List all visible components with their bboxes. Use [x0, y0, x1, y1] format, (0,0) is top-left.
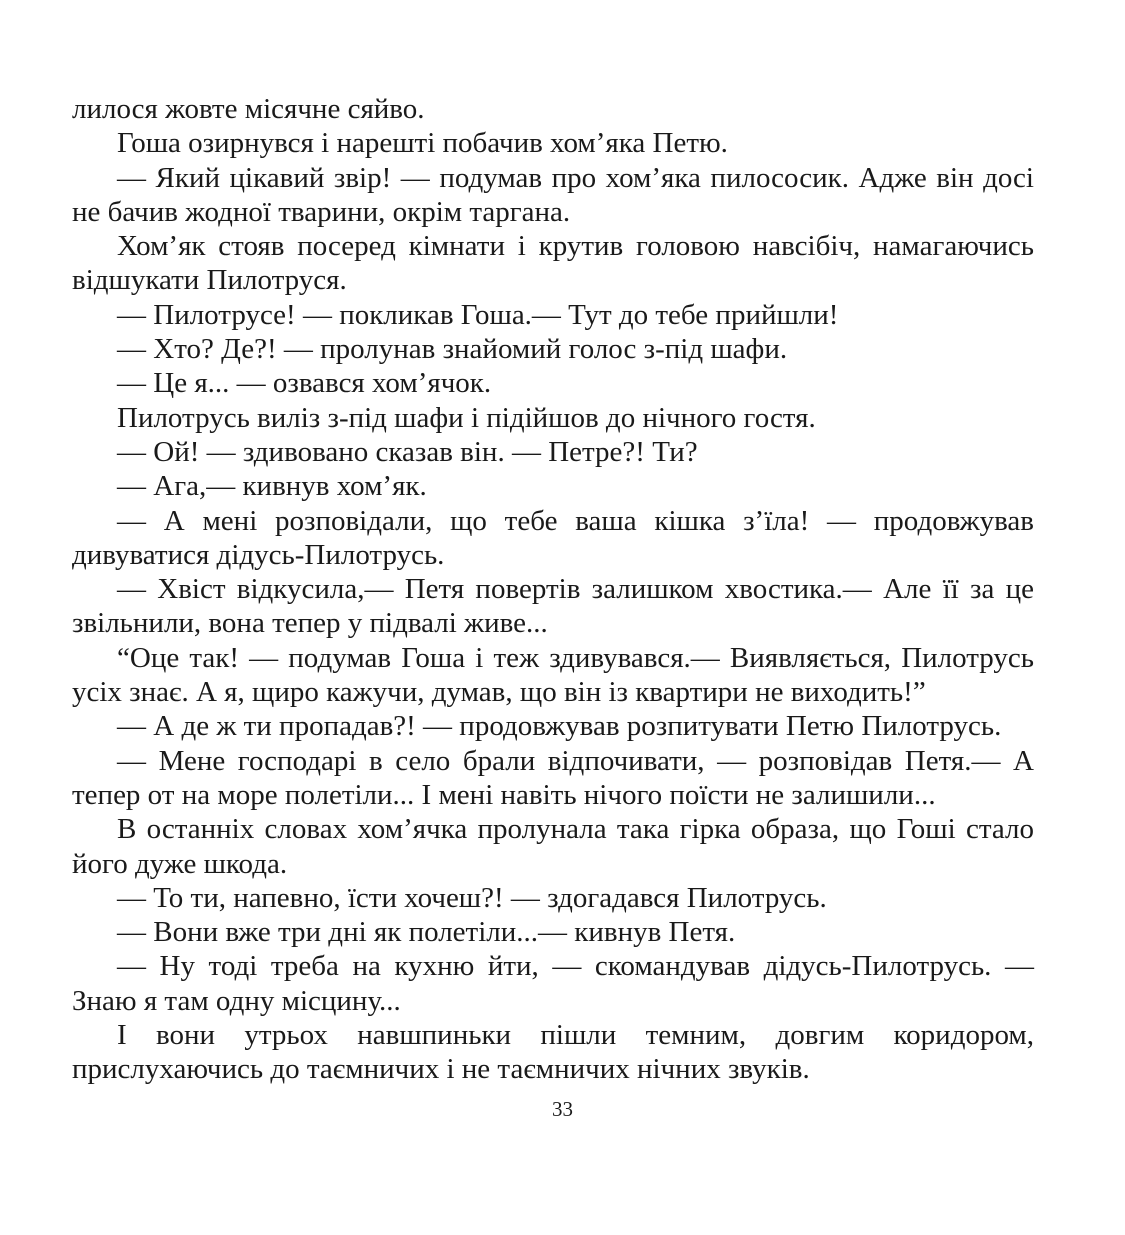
paragraph: — Хто? Де?! — пролунав знайомий голос з-під шафи.	[117, 333, 788, 366]
paragraph: Хом’як стояв посеред кімнати і крутив головою навсібіч, намагаючись відшукати Пилотруся.	[72, 230, 1034, 297]
paragraph: — Це я... — озвався хом’ячок.	[117, 367, 492, 400]
paragraph: — Ну тоді треба на кухню йти, — скомандував дідусь-Пилотрусь. — Знаю я там одну місцину...	[72, 950, 1034, 1017]
paragraph: І вони утрьох навшпиньки пішли темним, довгим коридором, прислухаючись до таємничих і не таємничих нічних звуків.	[72, 1019, 1034, 1086]
paragraph: Пилотрусь виліз з-під шафи і підійшов до нічного гостя.	[117, 401, 816, 434]
paragraph: “Оце так! — подумав Гоша і теж здивувався.— Виявляється, Пилотрусь усіх знає. А я, щиро кажучи, думав, що він із квартири не виходить!”	[72, 641, 1034, 709]
paragraph: В останніх словах хом’ячка пролунала така гірка образа, що Гоші стало його дуже шкода.	[72, 813, 1034, 880]
paragraph: — Хвіст відкусила,— Петя повертів залишком хвостика.— Але її за це звільнили, вона тепер у підвалі живе...	[72, 573, 1034, 640]
paragraph: — Мене господарі в село брали відпочивати, — розповідав Петя.— А тепер от на море полетіли... І мені навіть нічого поїсти не залишили...	[72, 744, 1034, 811]
paragraph: лилося жовте місячне сяйво.	[72, 93, 425, 125]
paragraph: — Який цікавий звір! — подумав про хом’яка пилососик. Адже він досі не бачив жодної тварини, окрім таргана.	[72, 161, 1034, 228]
paragraph: — То ти, напевно, їсти хочеш?! — здогадався Пилотрусь.	[117, 881, 827, 914]
paragraph: Гоша озирнувся і нарешті побачив хом’яка Петю.	[117, 127, 728, 160]
paragraph: — Пилотрусе! — покликав Гоша.— Тут до тебе прийшли!	[117, 298, 839, 331]
paragraph: — Ага,— кивнув хом’як.	[117, 470, 427, 503]
paragraph: — А де ж ти пропадав?! — продовжував розпитувати Петю Пилотрусь.	[117, 710, 1002, 743]
page-body	[72, 92, 1034, 1087]
paragraph: — Вони вже три дні як полетіли...— кивнув Петя.	[117, 916, 736, 949]
page-number: 33	[552, 1097, 573, 1121]
paragraph: — Ой! — здивовано сказав він. — Петре?! Ти?	[117, 435, 698, 468]
paragraph: — А мені розповідали, що тебе ваша кішка з’їла! — продовжував дивуватися дідусь-Пилотрусь.	[72, 504, 1034, 571]
